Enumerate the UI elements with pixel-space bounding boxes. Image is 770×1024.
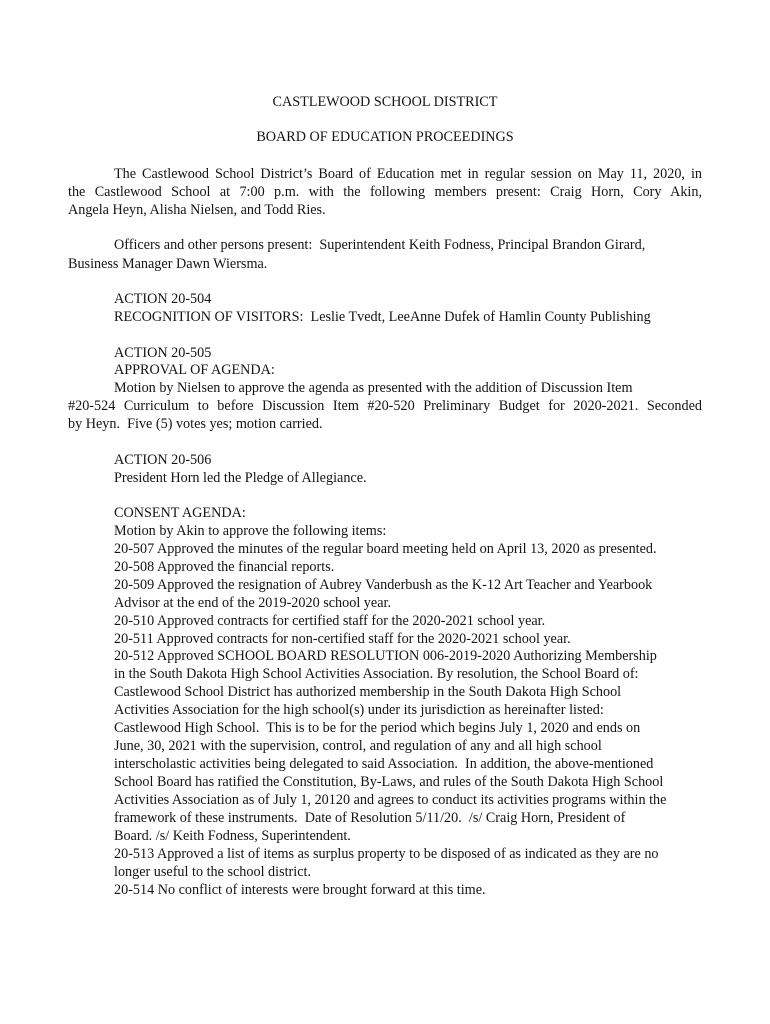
proceedings-title: BOARD OF EDUCATION PROCEEDINGS <box>256 129 514 145</box>
officers-line: Officers and other persons present: Superintendent Keith Fodness, Principal Brandon Girard, <box>114 237 646 253</box>
consent-line: Castlewood High School. This is to be for the period which begins July 1, 2020 and ends on <box>114 720 641 736</box>
action-subheading: APPROVAL OF AGENDA: <box>114 362 275 378</box>
officers-line: Business Manager Dawn Wiersma. <box>68 256 268 272</box>
consent-heading: CONSENT AGENDA: <box>114 505 246 521</box>
action-heading: ACTION 20-504 <box>114 291 212 307</box>
action-heading: ACTION 20-505 <box>114 345 212 361</box>
consent-line: 20-512 Approved SCHOOL BOARD RESOLUTION 006-2019-2020 Authorizing Membership <box>114 648 657 664</box>
consent-line: School Board has ratified the Constitution, By-Laws, and rules of the South Dakota High School <box>114 774 664 790</box>
consent-line: June, 30, 2021 with the supervision, control, and regulation of any and all high school <box>114 738 602 754</box>
consent-line: 20-510 Approved contracts for certified staff for the 2020-2021 school year. <box>114 613 546 629</box>
consent-line: 20-507 Approved the minutes of the regular board meeting held on April 13, 2020 as presented. <box>114 541 657 557</box>
consent-line: interscholastic activities being delegated to said Association. In addition, the above-mentioned <box>114 756 654 772</box>
intro-line: the Castlewood School at 7:00 p.m. with the following members present: Craig Horn, Cory Akin, <box>68 184 702 200</box>
action-text: #20-524 Curriculum to before Discussion Item #20-520 Preliminary Budget for 2020-2021. Seconded <box>68 398 702 414</box>
action-text: RECOGNITION OF VISITORS: Leslie Tvedt, LeeAnne Dufek of Hamlin County Publishing <box>114 309 651 325</box>
action-text: Motion by Nielsen to approve the agenda as presented with the addition of Discussion Item <box>114 380 633 396</box>
intro-line: Angela Heyn, Alisha Nielsen, and Todd Ries. <box>68 202 326 218</box>
intro-line: The Castlewood School District’s Board of Education met in regular session on May 11, 2020, in <box>114 166 702 182</box>
district-title: CASTLEWOOD SCHOOL DISTRICT <box>272 94 498 110</box>
action-text: President Horn led the Pledge of Allegiance. <box>114 470 367 486</box>
consent-line: 20-513 Approved a list of items as surplus property to be disposed of as indicated as they are no <box>114 846 659 862</box>
consent-line: 20-511 Approved contracts for non-certified staff for the 2020-2021 school year. <box>114 631 571 647</box>
consent-line: Board. /s/ Keith Fodness, Superintendent. <box>114 828 351 844</box>
consent-line: 20-514 No conflict of interests were brought forward at this time. <box>114 882 486 898</box>
consent-line: Activities Association as of July 1, 20120 and agrees to conduct its activities programs within the <box>114 792 667 808</box>
consent-line: longer useful to the school district. <box>114 864 312 880</box>
action-heading: ACTION 20-506 <box>114 452 212 468</box>
consent-line: framework of these instruments. Date of Resolution 5/11/20. /s/ Craig Horn, President of <box>114 810 626 826</box>
consent-line: 20-509 Approved the resignation of Aubrey Vanderbush as the K-12 Art Teacher and Yearbook <box>114 577 653 593</box>
action-text: by Heyn. Five (5) votes yes; motion carried. <box>68 416 323 432</box>
consent-line: Advisor at the end of the 2019-2020 school year. <box>114 595 391 611</box>
consent-line: 20-508 Approved the financial reports. <box>114 559 335 575</box>
consent-line: Motion by Akin to approve the following items: <box>114 523 387 539</box>
consent-line: Activities Association for the high school(s) under its jurisdiction as hereinafter listed: <box>114 702 604 718</box>
consent-line: in the South Dakota High School Activities Association. By resolution, the School Board of: <box>114 666 639 682</box>
consent-line: Castlewood School District has authorized membership in the South Dakota High School <box>114 684 622 700</box>
